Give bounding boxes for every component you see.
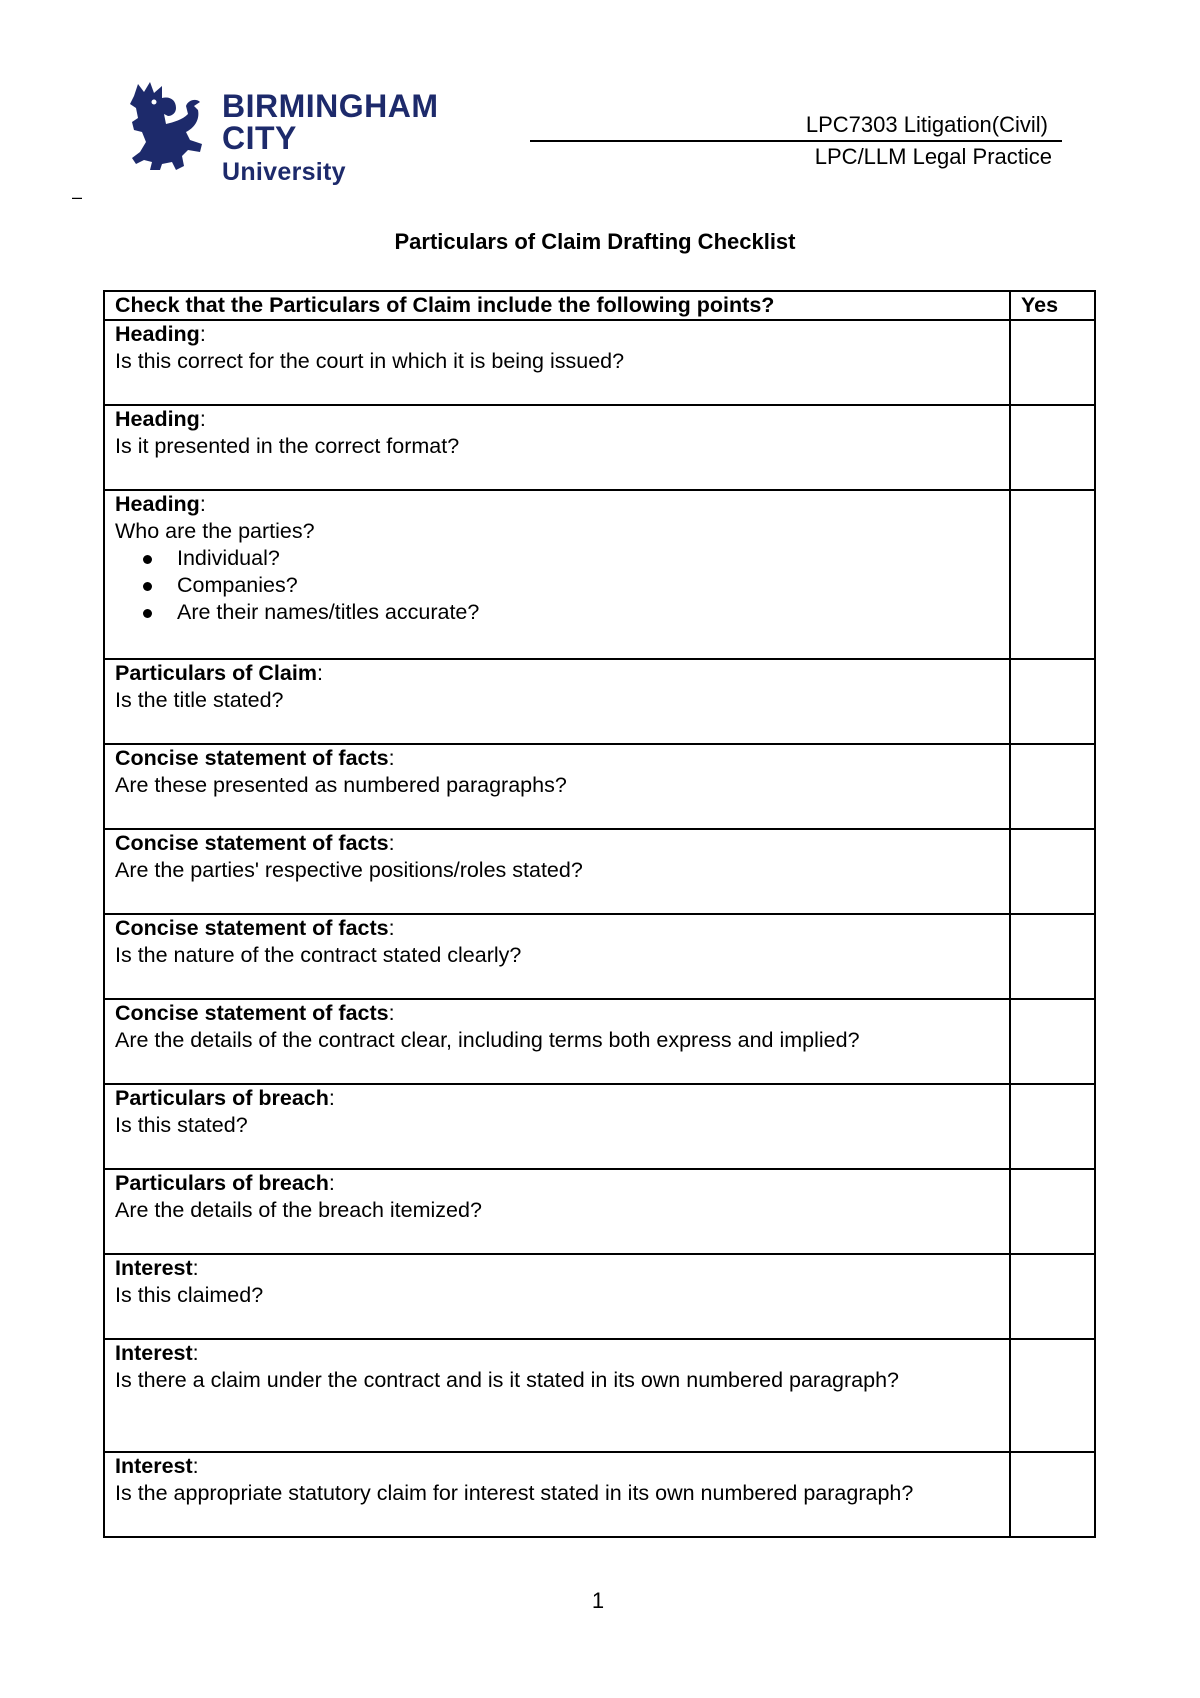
yes-checkbox-cell[interactable] <box>1010 1084 1095 1169</box>
checklist-item: Interest: Is this claimed? <box>104 1254 1010 1339</box>
item-question: Is the appropriate statutory claim for interest stated in its own numbered paragraph? <box>115 1481 914 1505</box>
item-label: Heading <box>115 492 200 516</box>
yes-checkbox-cell[interactable] <box>1010 1339 1095 1452</box>
item-question: Is the title stated? <box>115 688 284 712</box>
yes-checkbox-cell[interactable] <box>1010 320 1095 405</box>
checklist-table <box>103 290 1096 1538</box>
item-question: Is there a claim under the contract and is it stated in its own numbered paragraph? <box>115 1368 899 1392</box>
page-title: Particulars of Claim Drafting Checklist <box>394 229 796 254</box>
checklist-item: Concise statement of facts: Is the nature of the contract stated clearly? <box>104 914 1010 999</box>
bullet-item: Companies? <box>177 572 999 599</box>
item-label: Concise statement of facts <box>115 1001 389 1025</box>
table-row <box>104 914 1095 999</box>
yes-checkbox-cell[interactable] <box>1010 829 1095 914</box>
yes-checkbox-cell[interactable] <box>1010 659 1095 744</box>
module-name: LPC/LLM Legal Practice <box>814 144 1052 169</box>
checklist-item: Particulars of breach: Are the details of the breach itemized? <box>104 1169 1010 1254</box>
table-row <box>104 1169 1095 1254</box>
item-question: Who are the parties? <box>115 519 315 543</box>
item-label: Concise statement of facts <box>115 831 389 855</box>
table-row <box>104 490 1095 659</box>
checklist-body <box>104 320 1095 1537</box>
table-row <box>104 999 1095 1084</box>
yes-checkbox-cell[interactable] <box>1010 490 1095 659</box>
checklist-item: Concise statement of facts: Are the details of the contract clear, including terms both express and implied? <box>104 999 1010 1084</box>
column-header-yes: Yes <box>1010 291 1095 320</box>
stray-mark: – <box>72 187 83 207</box>
table-header-row <box>104 291 1095 320</box>
checklist-item: Particulars of breach: Is this stated? <box>104 1084 1010 1169</box>
page-number: 1 <box>591 1588 605 1613</box>
lion-crest-icon <box>124 80 214 172</box>
item-label: Concise statement of facts <box>115 746 389 770</box>
item-question: Is this stated? <box>115 1113 248 1137</box>
item-question: Are the details of the breach itemized? <box>115 1198 482 1222</box>
table-row <box>104 829 1095 914</box>
table-row <box>104 1084 1095 1169</box>
table-row <box>104 744 1095 829</box>
item-label: Interest <box>115 1341 193 1365</box>
checklist-item: Heading: Who are the parties? Individual? Companies? Are their names/titles accurate? <box>104 490 1010 659</box>
yes-checkbox-cell[interactable] <box>1010 1452 1095 1537</box>
item-question: Are these presented as numbered paragraphs? <box>115 773 567 797</box>
header-rule <box>530 140 1062 142</box>
logo-text <box>222 90 504 185</box>
item-label: Interest <box>115 1256 193 1280</box>
item-question: Is this claimed? <box>115 1283 264 1307</box>
table-row <box>104 1254 1095 1339</box>
checklist-item: Concise statement of facts: Are these presented as numbered paragraphs? <box>104 744 1010 829</box>
item-label: Particulars of breach <box>115 1171 329 1195</box>
column-header-question: Check that the Particulars of Claim include the following points? <box>104 291 1010 320</box>
item-label: Heading <box>115 407 200 431</box>
yes-checkbox-cell[interactable] <box>1010 999 1095 1084</box>
checklist-item: Interest: Is the appropriate statutory claim for interest stated in its own numbered paragraph? <box>104 1452 1010 1537</box>
bullet-list <box>115 545 999 626</box>
checklist-item: Concise statement of facts: Are the parties' respective positions/roles stated? <box>104 829 1010 914</box>
logo-name: BIRMINGHAM CITY <box>222 88 439 156</box>
bullet-item: Are their names/titles accurate? <box>177 599 999 626</box>
yes-checkbox-cell[interactable] <box>1010 744 1095 829</box>
item-question: Are the details of the contract clear, including terms both express and implied? <box>115 1028 860 1052</box>
item-question: Is it presented in the correct format? <box>115 434 460 458</box>
item-question: Is this correct for the court in which it is being issued? <box>115 349 625 373</box>
yes-checkbox-cell[interactable] <box>1010 1169 1095 1254</box>
item-label: Particulars of Claim <box>115 661 317 685</box>
table-row <box>104 1339 1095 1452</box>
checklist-item: Heading: Is this correct for the court in which it is being issued? <box>104 320 1010 405</box>
university-logo <box>124 80 504 186</box>
checklist-item: Particulars of Claim: Is the title stated? <box>104 659 1010 744</box>
item-label: Particulars of breach <box>115 1086 329 1110</box>
bullet-item: Individual? <box>177 545 999 572</box>
logo-subtitle: University <box>222 158 346 186</box>
item-question: Is the nature of the contract stated clearly? <box>115 943 522 967</box>
yes-checkbox-cell[interactable] <box>1010 405 1095 490</box>
item-label: Heading <box>115 322 200 346</box>
module-code: LPC7303 Litigation(Civil) <box>805 112 1048 137</box>
yes-checkbox-cell[interactable] <box>1010 914 1095 999</box>
checklist-item: Heading: Is it presented in the correct format? <box>104 405 1010 490</box>
table-row <box>104 659 1095 744</box>
item-label: Concise statement of facts <box>115 916 389 940</box>
item-label: Interest <box>115 1454 193 1478</box>
checklist-item: Interest: Is there a claim under the contract and is it stated in its own numbered paragraph? <box>104 1339 1010 1452</box>
table-row <box>104 405 1095 490</box>
item-question: Are the parties' respective positions/roles stated? <box>115 858 583 882</box>
table-row <box>104 1452 1095 1537</box>
yes-checkbox-cell[interactable] <box>1010 1254 1095 1339</box>
table-row <box>104 320 1095 405</box>
